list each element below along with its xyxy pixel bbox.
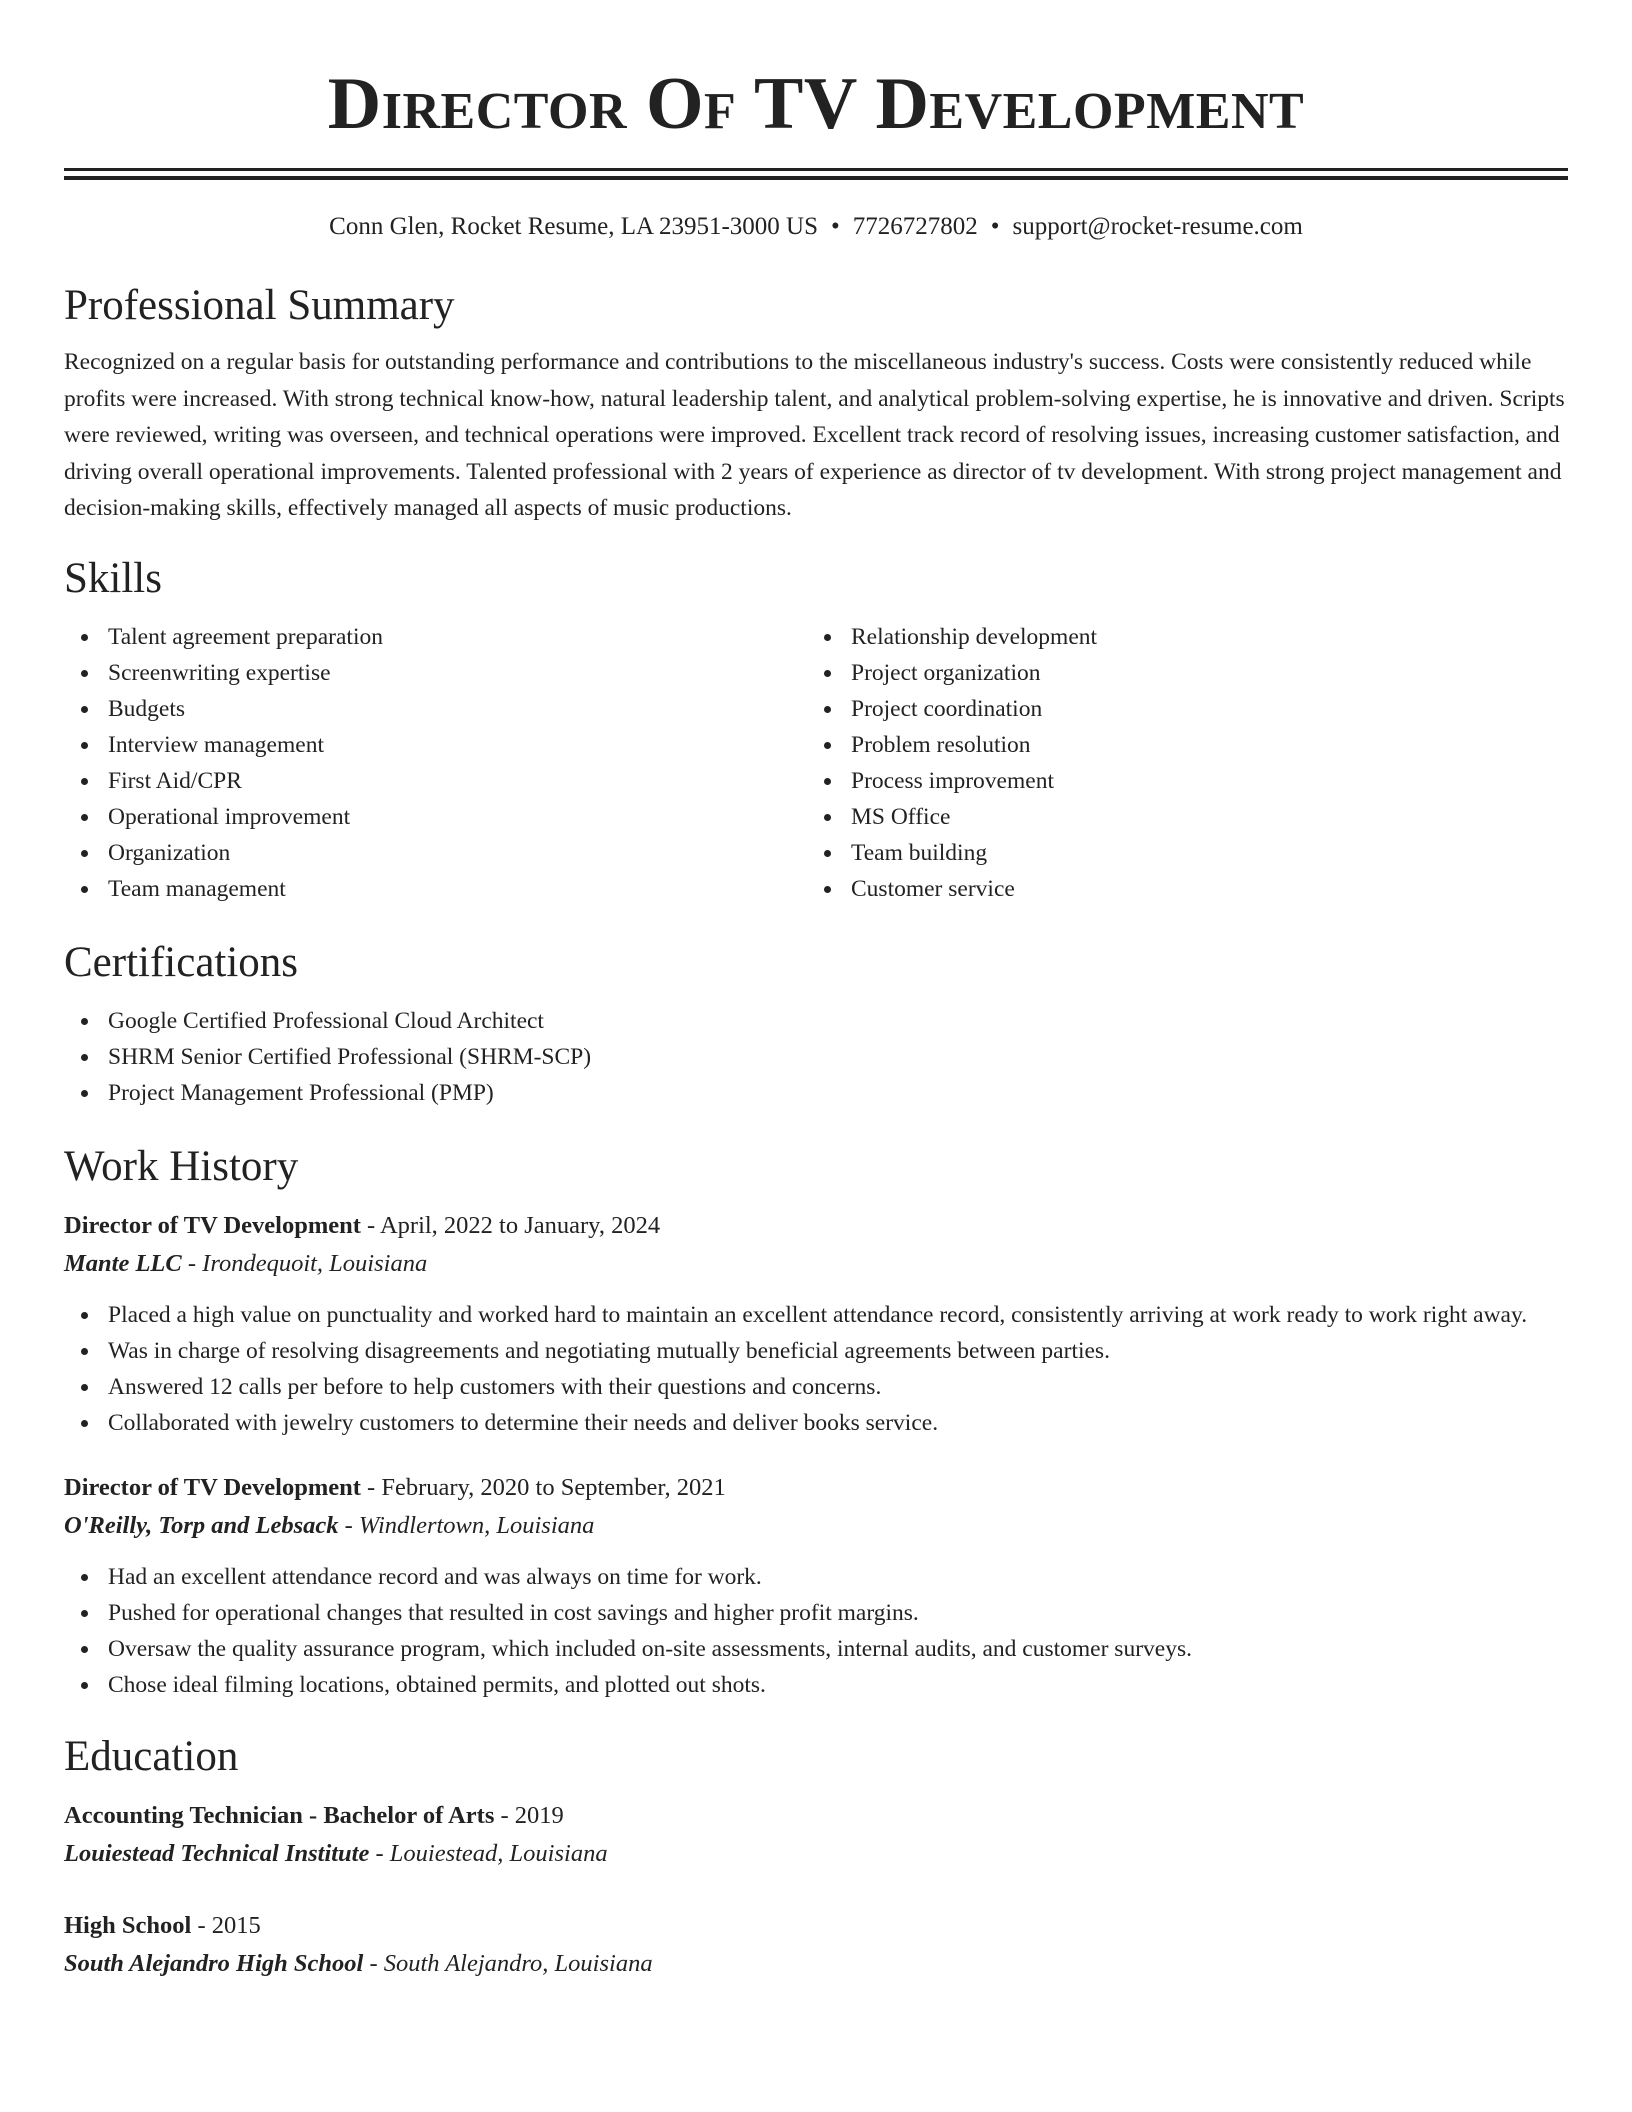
job-employer	[64, 1507, 1568, 1545]
certification-item: Project Management Professional (PMP)	[64, 1075, 1568, 1111]
job-bullet: Oversaw the quality assurance program, which included on-site assessments, internal audits, and customer surveys.	[64, 1631, 1568, 1667]
skills-section	[64, 553, 1568, 907]
job-title: Director of TV Development	[64, 1211, 361, 1239]
skill-item: Project coordination	[807, 691, 1550, 727]
skill-item: Team management	[64, 871, 807, 907]
certification-item: SHRM Senior Certified Professional (SHRM-SCP)	[64, 1039, 1568, 1075]
job-bullet: Collaborated with jewelry customers to determine their needs and deliver books service.	[64, 1405, 1568, 1441]
education-school: Louiestead Technical Institute	[64, 1839, 370, 1867]
work-history-heading: Work History	[64, 1142, 299, 1190]
education-header	[64, 1907, 1568, 1945]
skill-item: Talent agreement preparation	[64, 619, 807, 655]
skill-item: Interview management	[64, 727, 807, 763]
job-bullet: Was in charge of resolving disagreements and negotiating mutually beneficial agreements between parties.	[64, 1333, 1568, 1369]
job-bullet: Placed a high value on punctuality and worked hard to maintain an excellent attendance record, consistently arriving at work ready to work right away.	[64, 1297, 1568, 1333]
skill-item: Customer service	[807, 871, 1550, 907]
education-institution	[64, 1835, 1568, 1873]
job-header	[64, 1207, 1568, 1245]
contact-email: support@rocket-resume.com	[1012, 213, 1303, 240]
job-entry	[64, 1469, 1568, 1703]
education-header	[64, 1797, 1568, 1835]
education-entry	[64, 1797, 1568, 1873]
job-location: - Windlertown, Louisiana	[338, 1511, 595, 1539]
certifications-list	[64, 1003, 1568, 1111]
job-company: O'Reilly, Torp and Lebsack	[64, 1511, 339, 1539]
job-bullet: Pushed for operational changes that resulted in cost savings and higher profit margins.	[64, 1595, 1568, 1631]
job-bullet: Answered 12 calls per before to help customers with their questions and concerns.	[64, 1369, 1568, 1405]
certification-item: Google Certified Professional Cloud Architect	[64, 1003, 1568, 1039]
education-institution	[64, 1945, 1568, 1983]
skill-item: Process improvement	[807, 763, 1550, 799]
certifications-heading: Certifications	[64, 938, 299, 986]
certifications-section	[64, 937, 1568, 1111]
education-year: - 2019	[494, 1801, 564, 1829]
skill-item: Relationship development	[807, 619, 1550, 655]
job-bullet: Had an excellent attendance record and was always on time for work.	[64, 1559, 1568, 1595]
skill-item: Organization	[64, 835, 807, 871]
contact-address: Conn Glen, Rocket Resume, LA 23951-3000 US	[329, 213, 819, 240]
skill-item: Screenwriting expertise	[64, 655, 807, 691]
skills-list-right	[807, 619, 1550, 907]
divider-line-bottom	[64, 176, 1568, 180]
education-location: - Louiestead, Louisiana	[369, 1839, 608, 1867]
education-degree: Accounting Technician - Bachelor of Arts	[64, 1801, 495, 1829]
skills-columns	[64, 619, 1568, 907]
title-divider	[64, 168, 1568, 180]
contact-separator: •	[831, 213, 840, 240]
summary-heading: Professional Summary	[64, 282, 455, 329]
contact-phone: 7726727802	[852, 213, 978, 240]
summary-section	[64, 280, 1568, 527]
skill-item: Operational improvement	[64, 799, 807, 835]
job-dates: - April, 2022 to January, 2024	[360, 1211, 661, 1239]
resume-title: Director Of TV Development	[327, 63, 1305, 145]
job-bullets	[64, 1297, 1568, 1441]
job-company: Mante LLC	[64, 1249, 182, 1277]
skill-item: Team building	[807, 835, 1550, 871]
summary-text: Recognized on a regular basis for outstanding performance and contributions to the miscellaneous industry's success. Costs were consistently reduced while profits were increased. With strong technical know-how, natural leadership talent, and analytical problem-solving expertise, he is innovative and driven. Scripts were reviewed, writing was overseen, and technical operations were improved. Excellent track record of resolving issues, increasing customer satisfaction, and driving overall operational improvements. Talented professional with 2 years of experience as director of tv development. With strong project management and decision-making skills, effectively managed all aspects of music productions.	[64, 349, 1565, 521]
education-heading: Education	[64, 1732, 239, 1780]
divider-line-top	[64, 168, 1568, 171]
job-bullet: Chose ideal filming locations, obtained permits, and plotted out shots.	[64, 1667, 1568, 1703]
skill-item: Problem resolution	[807, 727, 1550, 763]
job-title: Director of TV Development	[64, 1473, 361, 1501]
skill-item: Budgets	[64, 691, 807, 727]
education-degree: High School	[64, 1911, 192, 1939]
contact-line	[64, 210, 1568, 244]
skill-item: Project organization	[807, 655, 1550, 691]
work-history-section	[64, 1141, 1568, 1703]
education-location: - South Alejandro, Louisiana	[363, 1949, 653, 1977]
education-entry	[64, 1907, 1568, 1983]
job-location: - Irondequoit, Louisiana	[181, 1249, 428, 1277]
job-employer	[64, 1245, 1568, 1283]
skills-heading: Skills	[64, 554, 162, 602]
education-school: South Alejandro High School	[64, 1949, 364, 1977]
contact-separator: •	[990, 213, 1000, 240]
skills-list-left	[64, 619, 807, 907]
skill-item: First Aid/CPR	[64, 763, 807, 799]
job-dates: - February, 2020 to September, 2021	[360, 1473, 726, 1501]
education-section	[64, 1731, 1568, 1983]
job-entry	[64, 1207, 1568, 1441]
skill-item: MS Office	[807, 799, 1550, 835]
job-header	[64, 1469, 1568, 1507]
education-year: - 2015	[191, 1911, 261, 1939]
job-bullets	[64, 1559, 1568, 1703]
